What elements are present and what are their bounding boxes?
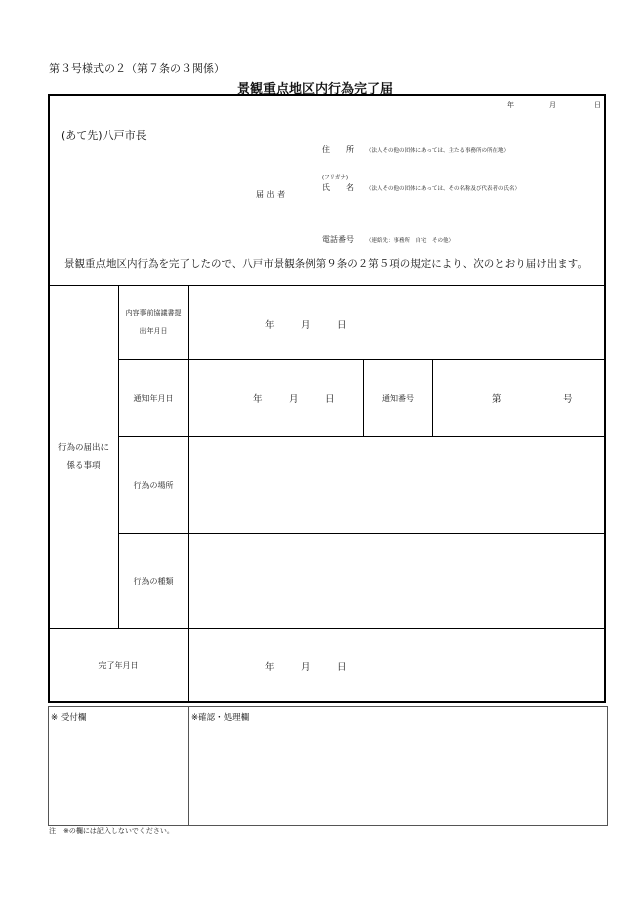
notice-date-label: 通知年月日 bbox=[133, 393, 174, 403]
phone-label: 電話番号 bbox=[322, 235, 354, 244]
processing-label: ※確認・処理欄 bbox=[191, 713, 250, 723]
completion-date-label: 完了年月日 bbox=[98, 660, 139, 670]
day-unit: 日 bbox=[337, 320, 347, 331]
office-use-box bbox=[48, 706, 608, 826]
declaration-text: 景観重点地区内行為を完了したので、八戸市景観条例第９条の２第５項の規定により、次のとおり届け出ます。 bbox=[64, 258, 588, 270]
notice-number-label: 通知番号 bbox=[382, 393, 414, 403]
phone-note: （連絡先：事務所 自宅 その他） bbox=[366, 238, 455, 244]
type-label: 行為の種類 bbox=[133, 576, 174, 586]
type-field[interactable] bbox=[189, 534, 605, 628]
year-unit: 年 bbox=[253, 394, 263, 405]
reception-label: ※ 受付欄 bbox=[51, 713, 87, 723]
date-day-label: 日 bbox=[594, 101, 601, 109]
month-unit: 月 bbox=[301, 320, 311, 331]
month-unit: 月 bbox=[289, 394, 299, 405]
name-note: （法人その他の団体にあっては、その名称及び代表者の氏名） bbox=[366, 186, 520, 192]
number-prefix: 第 bbox=[492, 394, 502, 405]
number-suffix: 号 bbox=[563, 394, 573, 405]
date-month-label: 月 bbox=[549, 101, 556, 109]
day-unit: 日 bbox=[325, 394, 335, 405]
year-unit: 年 bbox=[265, 662, 275, 673]
furigana-label: (フリガナ) bbox=[322, 175, 349, 181]
year-unit: 年 bbox=[265, 320, 275, 331]
location-label: 行為の場所 bbox=[133, 480, 174, 490]
addressee: (あて先)八戸市長 bbox=[61, 129, 147, 142]
consult-date-field[interactable] bbox=[189, 286, 605, 359]
document-title: 景観重点地区内行為完了届 bbox=[236, 82, 393, 97]
name-label: 氏 名 bbox=[322, 183, 354, 192]
notice-number-field[interactable] bbox=[433, 360, 605, 436]
address-label: 住 所 bbox=[322, 145, 354, 154]
location-field[interactable] bbox=[189, 437, 605, 533]
month-unit: 月 bbox=[301, 662, 311, 673]
footnote: 注 ※の欄には記入しないでください。 bbox=[49, 827, 174, 835]
notice-date-field[interactable] bbox=[189, 360, 363, 436]
date-year-label: 年 bbox=[507, 101, 514, 109]
applicant-label: 届 出 者 bbox=[256, 190, 286, 199]
consult-date-label: 内容事前協議書提出年月日 bbox=[125, 309, 182, 335]
completion-date-field[interactable] bbox=[189, 629, 605, 701]
address-note: （法人その他の団体にあっては、主たる事務所の所在地） bbox=[366, 148, 509, 154]
form-number: 第３号様式の２（第７条の３関係） bbox=[49, 62, 225, 75]
day-unit: 日 bbox=[337, 662, 347, 673]
section-label: 行為の届出に係る事項 bbox=[57, 442, 109, 471]
